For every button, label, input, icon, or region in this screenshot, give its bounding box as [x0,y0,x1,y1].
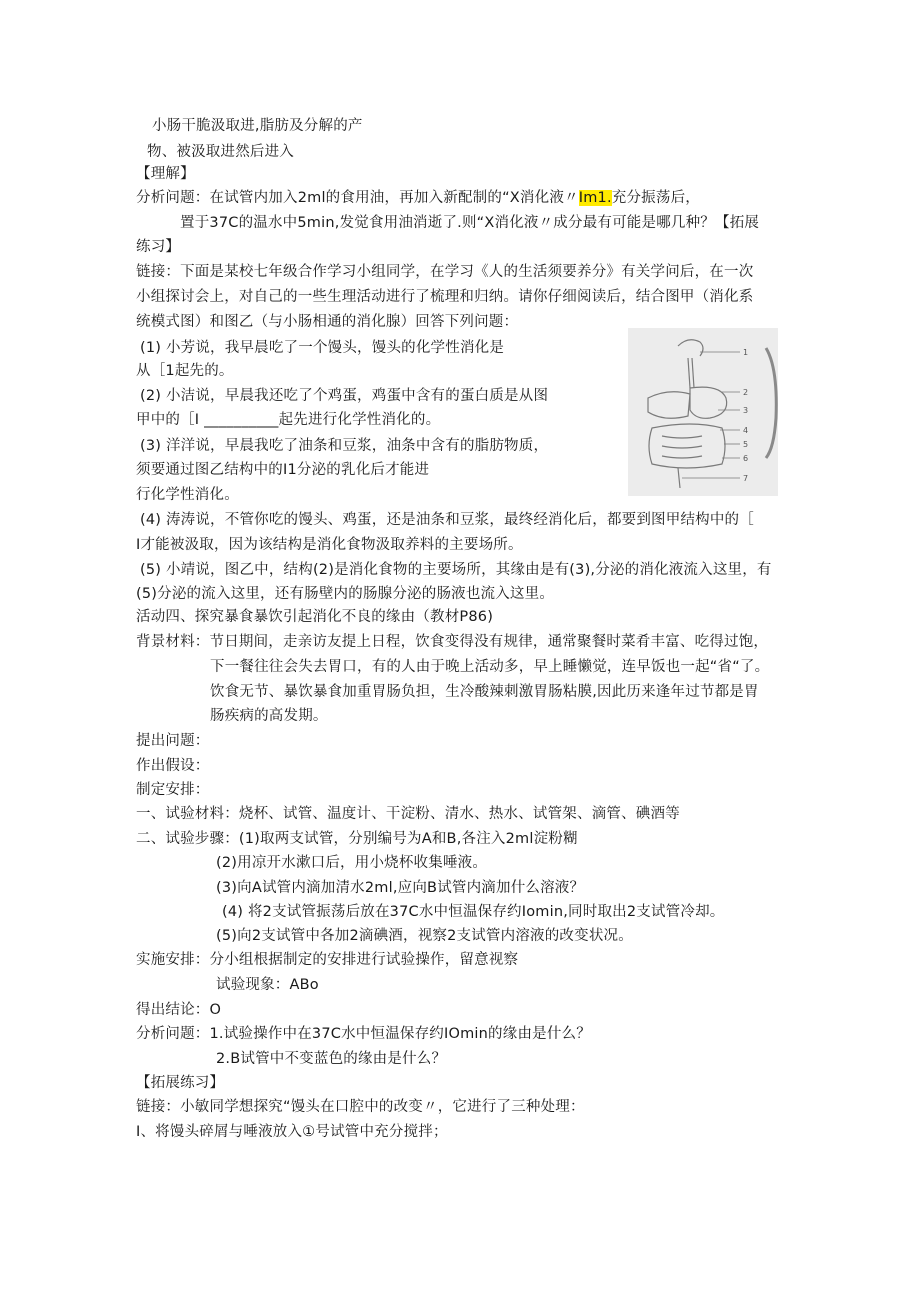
digestive-system-diagram [628,328,778,496]
text-line: 须要通过图乙结构中的I1分泌的乳化后才能进 [136,462,430,478]
question-3: (3) 洋洋说，早晨我吃了油条和豆浆，油条中含有的脂肪物质， [140,438,549,454]
text-line: 得出结论：O [136,1002,222,1018]
figure-label-7: 7 [743,474,749,483]
text-line: 链接：小敏同学想探究“馒头在口腔中的改变〃，它进行了三种处理： [136,1099,585,1115]
text-line: 作出假设： [136,758,210,774]
question-1: (1) 小芳说，我早晨吃了一个馒头，馒头的化学性消化是 [140,340,505,356]
text-line [136,188,700,208]
text-span: 分析问题：在试管内加入2ml的食用油，再加入新配制的“X消化液〃 [136,190,579,206]
text-line: 提出问题： [136,733,210,749]
text-line: (5)向2支试管中各加2滴碘酒，视察2支试管内溶液的改变状况。 [216,928,633,944]
figure-label-5: 5 [743,440,749,449]
text-line: 实施安排：分小组根据制定的安排进行试验操作，留意视察 [136,952,519,968]
digestive-system-figure [628,328,778,496]
text-line: 下一餐往往会失去胃口，有的人由于晚上活动多，早上睡懒觉，连早饭也一起“省“了。 [210,659,770,675]
text-line: 行化学性消化。 [136,487,239,503]
text-line: 二、试验步骤：(1)取两支试管，分别编号为A和B,各注入2ml淀粉糊 [136,831,578,847]
text-span: 充分振荡后， [611,190,700,206]
text-line: 试验现象：ABo [216,977,319,993]
activity-heading: 活动四、探究暴食暴饮引起消化不良的缘由（教材P86) [136,609,494,625]
figure-label-6: 6 [743,454,749,463]
text-line: 分析问题：1.试验操作中在37C水中恒温保存约IOmin的缘由是什么？ [136,1026,591,1042]
text-line: 2.B试管中不变蓝色的缘由是什么？ [216,1051,447,1067]
text-line: 置于37C的温水中5min,发觉食用油消逝了.则“X消化液〃成分最有可能是哪几种？【拓展 [180,215,760,231]
question-4: (4) 涛涛说，不管你吃的馒头、鸡蛋，还是油条和豆浆，最终经消化后，都要到图甲结构中的［ [140,512,754,528]
text-line: (2)用凉开水漱口后，用小烧杯收集唾液。 [216,855,488,871]
question-2: (2) 小洁说，早晨我还吃了个鸡蛋，鸡蛋中含有的蛋白质是从图 [140,388,549,404]
text-line: 一、试验材料：烧杯、试管、温度计、干淀粉、清水、热水、试管架、滴管、碘酒等 [136,806,680,822]
highlighted-text: Im1. [578,190,612,206]
text-line: 肠疾病的高发期。 [210,708,328,724]
section-heading: 【理解】 [136,166,195,182]
text-line: 从［1起先的。 [136,363,234,379]
text-line: 背景材料：节日期间，走亲访友提上日程，饮食变得没有规律，通常聚餐时菜肴丰富、吃得过饱， [136,634,769,650]
text-line: (4) 将2支试管振荡后放在37C水中恒温保存约Iomin,同时取出2支试管冷却。 [222,904,725,920]
text-line: 甲中的［I __________起先进行化学性消化的。 [136,412,441,428]
section-heading: 【拓展练习】 [136,1075,225,1091]
text-line: 统模式图）和图乙（与小肠相通的消化腺）回答下列问题： [136,314,519,330]
figure-label-3: 3 [743,406,749,415]
text-line: 物、被汲取进然后进入 [147,144,294,160]
text-line: I、将馒头碎屑与唾液放入①号试管中充分搅拌； [136,1124,448,1140]
text-line: 链接：下面是某校七年级合作学习小组同学，在学习《人的生活须要养分》有关学问后，在一次 [136,264,754,280]
text-line: (5)分泌的流入这里，还有肠壁内的肠腺分泌的肠液也流入这里。 [136,586,555,602]
figure-label-2: 2 [743,388,749,397]
question-5: (5) 小靖说，图乙中，结构(2)是消化食物的主要场所，其缘由是有(3),分泌的消化液流入这里，有 [140,562,772,578]
text-line: I才能被汲取，因为该结构是消化食物汲取养料的主要场所。 [136,537,523,553]
figure-label-4: 4 [743,426,749,435]
text-line: 饮食无节、暴饮暴食加重胃肠负担，生冷酸辣刺激胃肠粘膜,因此历来逢年过节都是胃 [210,684,759,700]
text-line: 练习】 [136,239,181,255]
figure-label-1: 1 [743,348,749,357]
text-line: 小肠干脆汲取进,脂肪及分解的产 [152,118,363,134]
text-line: (3)向A试管内滴加清水2ml,应向B试管内滴加什么溶液？ [216,880,585,896]
text-line: 小组探讨会上，对自己的一些生理活动进行了梳理和归纳。请你仔细阅读后，结合图甲（消化系 [136,289,754,305]
text-line: 制定安排： [136,782,210,798]
